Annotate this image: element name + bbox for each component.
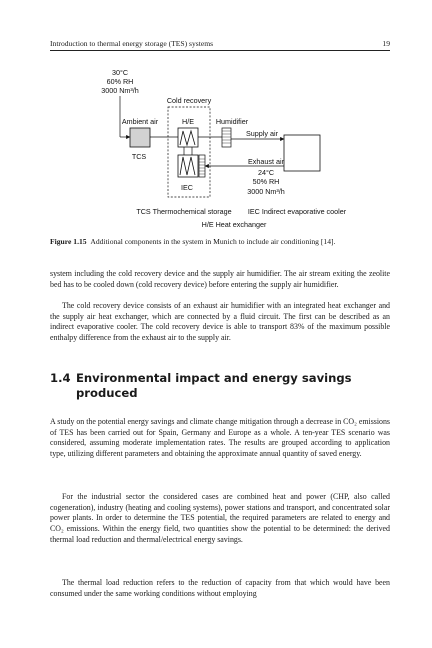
exhaust-air-label: Exhaust air [248, 157, 284, 166]
legend-iec: IEC Indirect evaporative cooler [247, 207, 347, 216]
section-heading [50, 371, 390, 401]
supply-air-label: Supply air [246, 129, 278, 138]
figure-label: Figure 1.15 [50, 237, 87, 246]
section-title-line2: produced [76, 386, 138, 400]
exhaust-conditions [247, 168, 285, 196]
cold-recovery-label: Cold recovery [166, 96, 212, 105]
inlet-flow: 3000 Nm³/h [101, 86, 139, 95]
legend-tcs: TCS Thermochemical storage [136, 207, 232, 216]
section-title-line1: Environmental impact and energy savings [76, 371, 352, 385]
page-number: 19 [382, 39, 390, 48]
figure-caption-text: Additional components in the system in Munich to include air conditioning [14]. [90, 237, 336, 246]
paragraph-industrial: For the industrial sector the considered cases are combined heat and power (CHP, also called cogeneration), industry (heating and cooling systems), power stations and transport, and concentrated solar power plants. In order to determine the TES potential, the required parameters are related to energy and CO₂ emissions. Within the energy field, two quantities show the potential to be determined: the derived thermal load reduction and thermal/electrical energy savings. [50, 492, 390, 544]
paragraph-study: A study on the potential energy savings and climate change mitigation through a decrease in CO₂ emissions of TES has been carried out for Spain, Germany and Europe as a whole. A ten-year TES scenario was considered, assuming moderate implementation rates. The results are grouped according to application type, utilizing different parameters and obtaining the approximate annual quantity of saved energy. [50, 417, 390, 459]
he-label: H/E [182, 117, 194, 126]
system-diagram [0, 0, 432, 235]
running-title: Introduction to thermal energy storage (TES) systems [50, 39, 214, 48]
figure-caption [50, 237, 390, 247]
exhaust-temperature: 24°C [257, 168, 275, 177]
inlet-temperature: 30°C [111, 68, 129, 77]
humidifier-label: Humidifier [215, 117, 249, 126]
exhaust-flow: 3000 Nm³/h [247, 187, 285, 196]
tcs-label: TCS [131, 152, 147, 161]
paragraph-thermal-load: The thermal load reduction refers to the reduction of capacity from that which would have been consumed under the same working conditions without employing [50, 578, 390, 598]
ambient-air-label: Ambient air [121, 117, 159, 126]
iec-humidifier-pad [199, 155, 205, 177]
paragraph-cold-recovery: The cold recovery device consists of an exhaust air humidifier with an integrated heat exchanger and the supply air heat exchanger, which are connected by a fluid circuit. The first can be described as an indirect evaporative cooler. The cold recovery device is able to transport 83% of the maximum possible enthalpy difference from the exhaust air to the supply air. [50, 301, 390, 343]
paragraph-continuation: system including the cold recovery device and the supply air humidifier. The air stream exiting the zeolite bed has to be cooled down (cold recovery device) before entering the supply air humidifier. [50, 269, 390, 289]
legend-he: H/E Heat exchanger [201, 220, 267, 229]
tcs-box [130, 128, 150, 147]
inlet-humidity: 60% RH [106, 77, 134, 86]
iec-label: IEC [181, 183, 193, 192]
exhaust-humidity: 50% RH [252, 177, 280, 186]
section-number: 1.4 [50, 371, 71, 385]
building-box [284, 135, 320, 171]
inlet-conditions [101, 68, 139, 95]
